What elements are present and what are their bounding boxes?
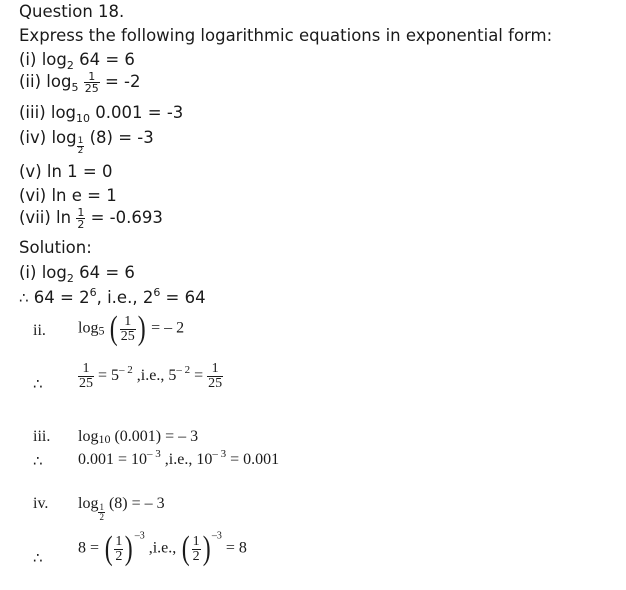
sol-iv-num: 1: [115, 533, 123, 549]
sol-iv-mark: iv.: [33, 495, 49, 512]
q-vii-rest: = -0.693: [90, 208, 163, 227]
sol-iii-exp2: – 3: [212, 448, 227, 460]
q-item-vii: [19, 207, 163, 230]
right-paren: ): [202, 530, 211, 567]
q-i-label: (i) log: [19, 50, 67, 69]
sol-iii-line1: [78, 428, 198, 446]
sol-ii-eq2: =: [190, 367, 208, 385]
sol-i-result: [19, 288, 206, 307]
sol-ii-fraction3: [207, 362, 223, 391]
sol-ii-ie: ,i.e., 5: [132, 367, 177, 385]
sol-ii-fraction2: [78, 362, 94, 391]
q-iv-bden: 2: [77, 146, 84, 156]
q-ii-den: 25: [84, 82, 99, 95]
question-prompt: Express the following logarithmic equations in exponential form:: [19, 26, 553, 45]
sol-iv-bden: 2: [99, 512, 104, 522]
solution-heading: Solution:: [19, 238, 92, 257]
sol-iii-base: 10: [98, 432, 111, 446]
sol-i-exp1: 6: [89, 286, 97, 299]
sol-iii-line2: [78, 448, 280, 469]
sol-iii-rest: (0.001) = – 3: [110, 428, 199, 445]
sol-iii-a: 0.001 = 10: [78, 451, 148, 468]
sol-ii-num2: 1: [207, 362, 223, 377]
sol-iv-line1: [78, 495, 165, 522]
sol-ii-eqb: = 5: [94, 367, 120, 385]
sol-ii-den2: 25: [208, 376, 223, 391]
sol-ii-eq: = – 2: [147, 319, 185, 337]
sol-i-b: , i.e., 2: [96, 288, 154, 307]
sol-iv-therefore: ∴: [33, 549, 43, 567]
q-vii-fraction: [76, 207, 85, 230]
sol-i-exp2: 6: [153, 286, 161, 299]
q-iv-label: (iv) log: [19, 128, 77, 147]
q-iii-base: 10: [76, 112, 91, 125]
q-vii-den: 2: [77, 218, 85, 231]
q-ii-rest: = -2: [104, 72, 141, 91]
sol-iii-log: log: [78, 428, 99, 445]
therefore-symbol: ∴: [19, 289, 29, 307]
sol-iii-therefore: ∴: [33, 452, 43, 470]
sol-iii-c: = 0.001: [226, 451, 280, 468]
sol-iii-exp: – 3: [147, 448, 161, 460]
q-item-i: [19, 50, 135, 72]
sol-iv-fraction: [114, 535, 123, 564]
sol-iv-end: = 8: [221, 539, 247, 557]
sol-ii-exp: – 2: [119, 364, 133, 377]
sol-iv-den2: 2: [192, 548, 200, 564]
sol-iv-ie: ,i.e.,: [144, 539, 181, 557]
left-paren: (: [110, 310, 119, 347]
q-ii-num: 1: [84, 71, 100, 83]
q-vii-label: (vii) ln: [19, 208, 72, 227]
q-item-iv: [19, 128, 154, 156]
q-i-rest: 64 = 6: [73, 50, 135, 69]
q-vii-num: 1: [77, 206, 85, 219]
left-paren: (: [104, 530, 113, 567]
sol-ii-log: log: [78, 319, 99, 337]
sol-i-c: = 64: [160, 288, 206, 307]
sol-ii-fraction: [120, 315, 136, 344]
sol-iv-den: 2: [115, 548, 123, 564]
sol-i-rest: 64 = 6: [73, 263, 135, 282]
sol-iv-rest: (8) = – 3: [104, 495, 165, 512]
sol-iv-line2: [78, 532, 247, 566]
sol-iv-a: 8 =: [78, 539, 104, 557]
q-iii-rest: 0.001 = -3: [90, 103, 184, 122]
sol-i-base: 2: [66, 272, 74, 285]
sol-iv-bnum: 1: [99, 502, 104, 512]
q-item-vi: (vi) ln e = 1: [19, 186, 117, 205]
q-ii-fraction: [84, 71, 100, 94]
question-title: Question 18.: [19, 2, 125, 21]
q-iv-bnum: 1: [77, 136, 84, 146]
sol-i-label: (i) log: [19, 263, 67, 282]
sol-ii-num: 1: [120, 315, 136, 330]
q-iii-label: (iii) log: [19, 103, 77, 122]
q-item-iii: [19, 103, 184, 125]
right-paren: ): [137, 310, 146, 347]
sol-ii-den-b: 25: [79, 376, 93, 391]
q-item-v: (v) ln 1 = 0: [19, 162, 113, 181]
sol-iv-fraction2: [192, 535, 201, 564]
sol-ii-num-b: 1: [78, 362, 94, 377]
sol-i: [19, 263, 135, 285]
q-i-base: 2: [66, 59, 74, 72]
sol-iii-b: ,i.e., 10: [160, 451, 213, 468]
sol-iv-exp2: –3: [211, 530, 222, 542]
sol-ii-mark: ii.: [33, 322, 46, 339]
q-item-ii: [19, 71, 140, 94]
q-ii-label: (ii) log: [19, 72, 72, 91]
sol-ii-line1: [78, 312, 184, 346]
sol-ii-exp2: – 2: [176, 364, 191, 377]
sol-iv-log: log: [78, 495, 99, 512]
sol-iv-num2: 1: [192, 533, 200, 549]
sol-ii-base: 5: [98, 323, 105, 338]
q-ii-base: 5: [71, 81, 79, 94]
sol-ii-therefore: ∴: [33, 375, 43, 393]
sol-iv-exp: –3: [134, 530, 145, 542]
left-paren: (: [181, 530, 190, 567]
sol-ii-line2: [78, 362, 223, 391]
sol-ii-den: 25: [120, 328, 135, 344]
q-iv-rest: (8) = -3: [84, 128, 154, 147]
sol-iii-mark: iii.: [33, 428, 51, 445]
sol-i-a: 64 = 2: [28, 288, 90, 307]
right-paren: ): [125, 530, 133, 567]
